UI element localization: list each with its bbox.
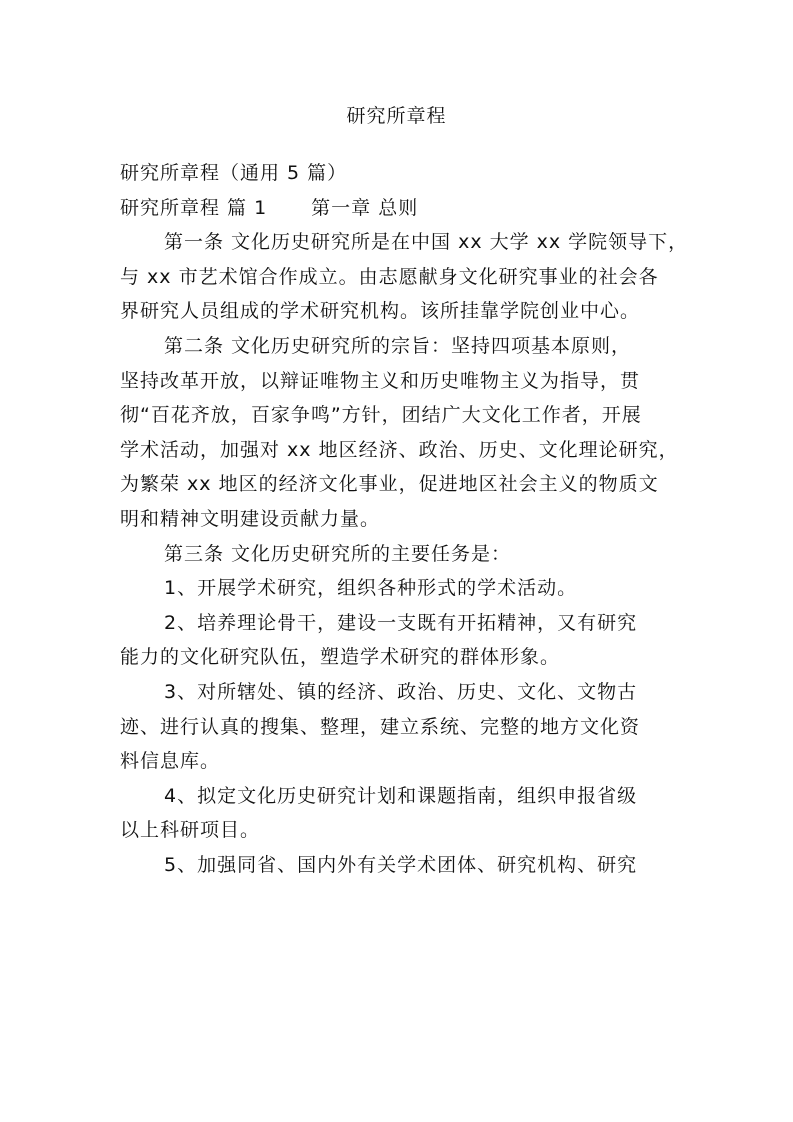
list-item-line: 3、对所辖处、镇的经济、政治、历史、文化、文物古 (164, 680, 638, 703)
paragraph-line: 坚持改革开放，以辩证唯物主义和历史唯物主义为指导，贯 (120, 369, 641, 392)
document-title: 研究所章程 (346, 105, 447, 127)
section-heading-part: 研究所章程 篇 1 (120, 196, 268, 219)
paragraph-line: 迹、进行认真的搜集、整理，建立系统、完整的地方文化资 (120, 715, 641, 738)
paragraph-line: 界研究人员组成的学术研究机构。该所挂靠学院创业中心。 (120, 300, 641, 323)
paragraph-line: 料信息库。 (120, 750, 221, 773)
paragraph-line: 明和精神文明建设贡献力量。 (120, 507, 381, 530)
paragraph-line: 第三条 文化历史研究所的主要任务是： (164, 542, 512, 565)
list-item-line: 5、加强同省、国内外有关学术团体、研究机构、研究 (164, 853, 638, 876)
paragraph-line: 学术活动，加强对 xx 地区经济、政治、历史、文化理论研究， (120, 438, 679, 461)
section-heading (120, 191, 676, 226)
paragraph-line: 以上科研项目。 (120, 819, 261, 842)
list-item-line: 1、开展学术研究，组织各种形式的学术活动。 (164, 577, 578, 600)
list-item-line: 4、拟定文化历史研究计划和课题指南，组织申报省级 (164, 784, 638, 807)
paragraph-line: 第二条 文化历史研究所的宗旨：坚持四项基本原则， (164, 334, 632, 357)
paragraph-line: 能力的文化研究队伍，塑造学术研究的群体形象。 (120, 646, 561, 669)
chapter-heading: 第一章 总则 (311, 196, 419, 219)
document-body (120, 156, 689, 882)
paragraph-line: 与 xx 市艺术馆合作成立。由志愿献身文化研究事业的社会各 (120, 265, 659, 288)
paragraph-line: 为繁荣 xx 地区的经济文化事业，促进地区社会主义的物质文 (120, 473, 659, 496)
list-item-line: 2、培养理论骨干，建设一支既有开拓精神，又有研究 (164, 611, 638, 634)
document-subtitle: 研究所章程（通用 5 篇） (120, 162, 348, 184)
paragraph-line: 第一条 文化历史研究所是在中国 xx 大学 xx 学院领导下， (164, 231, 689, 254)
paragraph-line: 彻“百花齐放，百家争鸣”方针，团结广大文化工作者，开展 (120, 404, 642, 427)
